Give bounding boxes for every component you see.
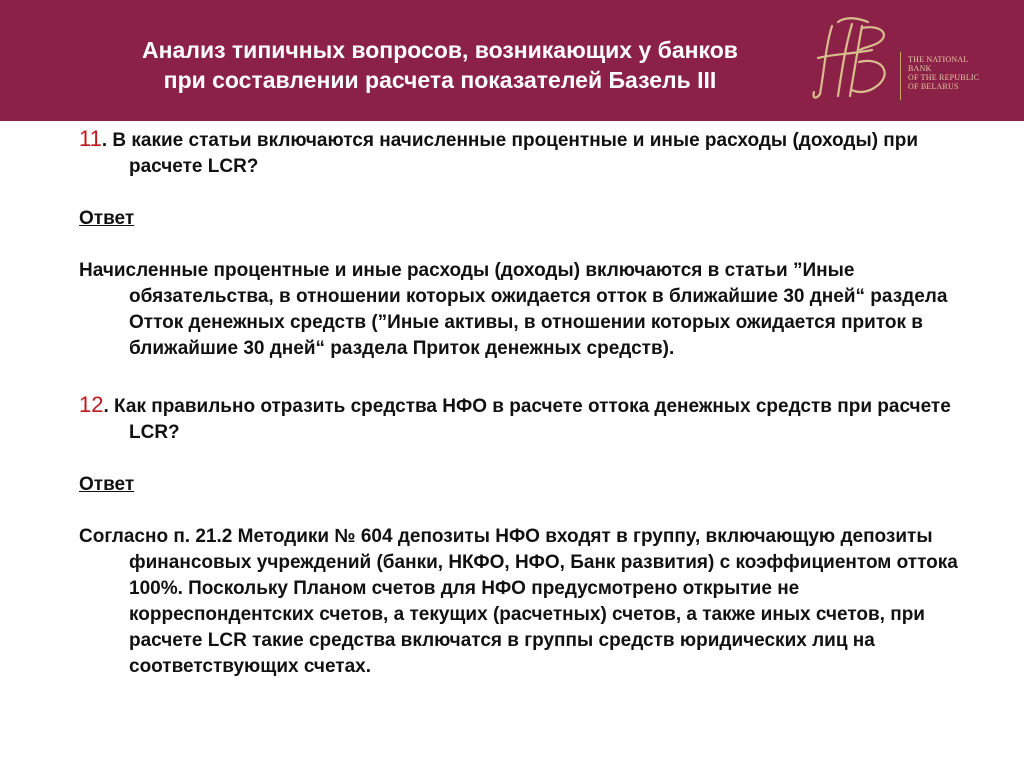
monogram-icon <box>812 14 898 104</box>
question-number: 11 <box>79 126 102 151</box>
answer-text: Согласно п. 21.2 Методики № 604 депозиты НФО входят в группу, включающую депозиты финансовых учреждений (банки, НКФО, НФО, Банк развития) с коэффициентом оттока 100%. Поскольку Планом счетов для НФО предусмотрено открытие не корреспондентских счетов, а текущих (расчетных) счетов, а также иных счетов, при расчете LCR такие средства включатся в группы средств юридических лиц на соответствующих счетах. <box>79 526 958 677</box>
answer-label: Ответ <box>79 208 135 229</box>
header-bar <box>0 0 1024 121</box>
logo-line: OF BELARUS <box>908 82 959 91</box>
bank-logo <box>812 14 1012 104</box>
main-content <box>79 126 979 680</box>
question-11 <box>79 126 979 180</box>
logo-line: THE NATIONAL <box>908 55 969 64</box>
answer-label: Ответ <box>79 474 135 495</box>
title-line-1: Анализ типичных вопросов, возникающих у банков <box>142 37 738 63</box>
question-text: . В какие статьи включаются начисленные процентные и иные расходы (доходы) при расчете LCR? <box>101 130 919 177</box>
page-title <box>60 35 820 95</box>
question-text: . Как правильно отразить средства НФО в расчете оттока денежных средств при расчете LCR? <box>103 396 951 443</box>
answer-text: Начисленные процентные и иные расходы (доходы) включаются в статьи ”Иные обязательства, в отношении которых ожидается отток в ближайшие 30 дней“ раздела Отток денежных средств (”Иные активы, в отношении которых ожидается приток в ближайшие 30 дней“ раздела Приток денежных средств). <box>79 260 948 359</box>
svg-text:НБ: НБ <box>854 70 856 71</box>
logo-divider <box>900 52 901 100</box>
title-line-2: при составлении расчета показателей Базель III <box>163 67 717 93</box>
logo-line: OF THE REPUBLIC <box>908 73 980 82</box>
logo-text <box>908 55 979 91</box>
question-number: 12 <box>79 392 104 417</box>
question-12 <box>79 392 979 446</box>
logo-line: BANK <box>908 64 932 73</box>
